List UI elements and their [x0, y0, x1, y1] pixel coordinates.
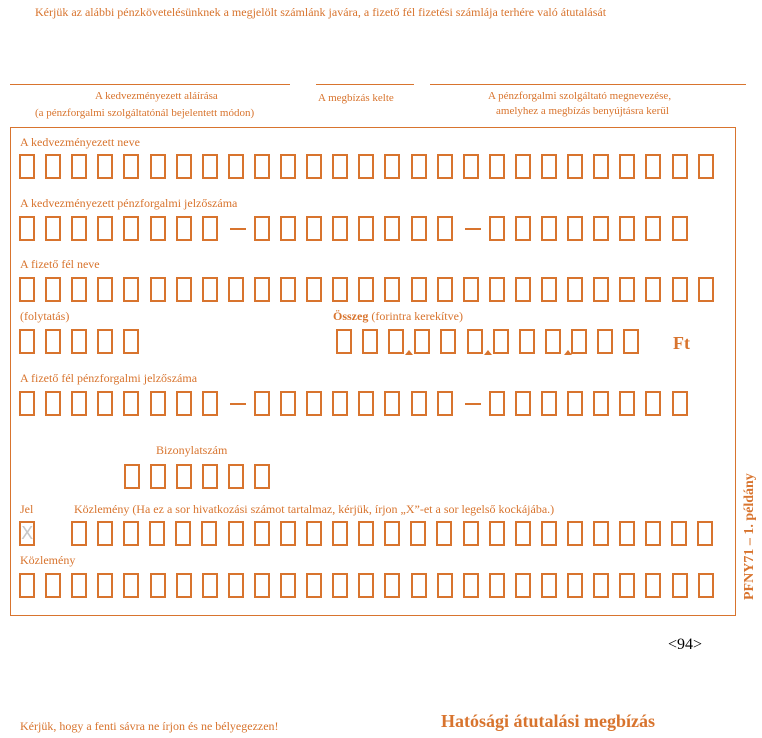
payer-account-box[interactable] [45, 391, 61, 416]
remittance-box[interactable] [201, 521, 217, 546]
payer-account-label: A fizető fél pénzforgalmi jelzőszáma [20, 371, 198, 385]
beneficiary-account-box[interactable] [645, 216, 661, 241]
beneficiary-account-box[interactable] [567, 216, 583, 241]
remittance-label-2: Közlemény [20, 553, 76, 567]
document-number-box[interactable] [150, 464, 166, 489]
beneficiary-name-box[interactable] [645, 154, 661, 179]
beneficiary-name-box[interactable] [228, 154, 244, 179]
remittance-2-box[interactable] [150, 573, 166, 598]
remittance-2-box[interactable] [463, 573, 479, 598]
remittance-2-box[interactable] [228, 573, 244, 598]
beneficiary-name-box[interactable] [698, 154, 714, 179]
remittance-2-box[interactable] [567, 573, 583, 598]
beneficiary-name-box[interactable] [176, 154, 192, 179]
beneficiary-name-box[interactable] [515, 154, 531, 179]
payer-account-box[interactable] [19, 391, 35, 416]
payer-name-box[interactable] [228, 277, 244, 302]
beneficiary-account-box[interactable] [437, 216, 453, 241]
beneficiary-account-box[interactable] [411, 216, 427, 241]
remittance-2-box[interactable] [306, 573, 322, 598]
signature-line [10, 84, 290, 85]
beneficiary-name-box[interactable] [280, 154, 296, 179]
beneficiary-account-label: A kedvezményezett pénzforgalmi jelzőszáma [20, 196, 238, 210]
beneficiary-account-separator [465, 228, 481, 230]
provider-label: A pénzforgalmi szolgáltató megnevezése, [488, 90, 672, 102]
continuation-label: (folytatás) [20, 309, 70, 323]
remittance-2-box[interactable] [593, 573, 609, 598]
signature-label: A kedvezményezett aláírása [95, 90, 218, 102]
payer-account-box[interactable] [306, 391, 322, 416]
beneficiary-account-box[interactable] [254, 216, 270, 241]
document-number-label: Bizonylatszám [156, 443, 228, 457]
beneficiary-name-label: A kedvezményezett neve [20, 135, 140, 149]
payer-account-box[interactable] [71, 391, 87, 416]
payer-name-continuation-box[interactable] [97, 329, 113, 354]
payer-name-box[interactable] [619, 277, 635, 302]
beneficiary-name-box[interactable] [489, 154, 505, 179]
form-title: Hatósági átutalási megbízás [441, 711, 655, 731]
reference-mark-box[interactable]: X [21, 523, 34, 544]
payer-name-box[interactable] [71, 277, 87, 302]
payer-name-box[interactable] [411, 277, 427, 302]
beneficiary-account-box[interactable] [619, 216, 635, 241]
payer-name-box[interactable] [515, 277, 531, 302]
remittance-box[interactable] [358, 521, 374, 546]
payer-account-box[interactable] [123, 391, 139, 416]
beneficiary-name-box[interactable] [19, 154, 35, 179]
beneficiary-account-box[interactable] [515, 216, 531, 241]
amount-box[interactable] [571, 329, 587, 354]
beneficiary-account-box[interactable] [541, 216, 557, 241]
beneficiary-account-box[interactable] [489, 216, 505, 241]
footer-notice: Kérjük, hogy a fenti sávra ne írjon és ne bélyegezzen! [20, 719, 279, 733]
remittance-2-box[interactable] [202, 573, 218, 598]
signature-sublabel: (a pénzforgalmi szolgáltatónál bejelentett módon) [35, 107, 255, 119]
amount-box[interactable] [336, 329, 352, 354]
remittance-box[interactable] [332, 521, 348, 546]
beneficiary-name-box[interactable] [123, 154, 139, 179]
payer-account-box[interactable] [176, 391, 192, 416]
remittance-box[interactable] [463, 521, 479, 546]
document-number-box[interactable] [254, 464, 270, 489]
beneficiary-account-box[interactable] [202, 216, 218, 241]
payer-name-box[interactable] [463, 277, 479, 302]
beneficiary-name-box[interactable] [411, 154, 427, 179]
remittance-box[interactable] [671, 521, 687, 546]
remittance-2-box[interactable] [515, 573, 531, 598]
amount-box[interactable] [519, 329, 535, 354]
payer-account-box[interactable] [645, 391, 661, 416]
remittance-2-box[interactable] [645, 573, 661, 598]
beneficiary-name-box[interactable] [97, 154, 113, 179]
beneficiary-name-box[interactable] [619, 154, 635, 179]
payer-name-box[interactable] [45, 277, 61, 302]
payer-name-box[interactable] [280, 277, 296, 302]
amount-box[interactable] [623, 329, 639, 354]
beneficiary-account-box[interactable] [123, 216, 139, 241]
payer-name-box[interactable] [593, 277, 609, 302]
beneficiary-name-box[interactable] [45, 154, 61, 179]
payer-account-box[interactable] [489, 391, 505, 416]
payer-account-box[interactable] [254, 391, 270, 416]
remittance-box[interactable] [489, 521, 505, 546]
remittance-box[interactable] [697, 521, 713, 546]
form-code-label: PFNY71 – 1. példány [742, 473, 757, 600]
payer-name-box[interactable] [332, 277, 348, 302]
beneficiary-name-box[interactable] [593, 154, 609, 179]
document-number-box[interactable] [228, 464, 244, 489]
amount-box[interactable] [597, 329, 613, 354]
amount-label [333, 310, 463, 322]
beneficiary-account-box[interactable] [332, 216, 348, 241]
payer-account-separator [465, 403, 481, 405]
remittance-2-box[interactable] [358, 573, 374, 598]
payer-name-continuation-box[interactable] [45, 329, 61, 354]
payer-name-box[interactable] [19, 277, 35, 302]
amount-separator-mark [484, 350, 492, 355]
payer-name-continuation-box[interactable] [71, 329, 87, 354]
beneficiary-name-box[interactable] [541, 154, 557, 179]
remittance-2-box[interactable] [19, 573, 35, 598]
remittance-2-box[interactable] [384, 573, 400, 598]
remittance-box[interactable] [645, 521, 661, 546]
document-number-box[interactable] [176, 464, 192, 489]
payer-name-continuation-box[interactable] [19, 329, 35, 354]
payer-name-continuation-box[interactable] [123, 329, 139, 354]
beneficiary-account-box[interactable] [358, 216, 374, 241]
payer-account-box[interactable] [150, 391, 166, 416]
date-line [316, 84, 414, 85]
payer-account-box[interactable] [541, 391, 557, 416]
beneficiary-name-box[interactable] [332, 154, 348, 179]
remittance-box[interactable] [71, 521, 87, 546]
instruction-text: Kérjük az alábbi pénzkövetelésünknek a megjelölt számlánk javára, a fizető fél fizetési számlája terhére való átutalását [35, 5, 607, 19]
remittance-2-box[interactable] [280, 573, 296, 598]
payer-account-box[interactable] [358, 391, 374, 416]
payer-name-box[interactable] [150, 277, 166, 302]
payer-account-box[interactable] [202, 391, 218, 416]
beneficiary-account-box[interactable] [150, 216, 166, 241]
remittance-2-box[interactable] [437, 573, 453, 598]
amount-box[interactable] [388, 329, 404, 354]
remittance-2-box[interactable] [45, 573, 61, 598]
remittance-box[interactable] [97, 521, 113, 546]
remittance-box[interactable] [280, 521, 296, 546]
remittance-2-box[interactable] [411, 573, 427, 598]
beneficiary-account-box[interactable] [19, 216, 35, 241]
beneficiary-account-box[interactable] [45, 216, 61, 241]
payer-name-box[interactable] [202, 277, 218, 302]
beneficiary-name-box[interactable] [463, 154, 479, 179]
document-number-box[interactable] [202, 464, 218, 489]
payer-name-box[interactable] [123, 277, 139, 302]
remittance-box[interactable] [541, 521, 557, 546]
remittance-box[interactable] [254, 521, 270, 546]
beneficiary-name-box[interactable] [150, 154, 166, 179]
amount-box[interactable] [440, 329, 456, 354]
amount-hint: (forintra kerekítve) [368, 309, 463, 323]
payer-account-box[interactable] [384, 391, 400, 416]
payer-name-box[interactable] [254, 277, 270, 302]
amount-box[interactable] [467, 329, 483, 354]
beneficiary-name-box[interactable] [384, 154, 400, 179]
payer-account-box[interactable] [619, 391, 635, 416]
remittance-box[interactable] [384, 521, 400, 546]
payer-account-box[interactable] [332, 391, 348, 416]
payer-account-box[interactable] [437, 391, 453, 416]
beneficiary-account-box[interactable] [672, 216, 688, 241]
mark-label: Jel [20, 502, 34, 516]
payer-name-box[interactable] [672, 277, 688, 302]
amount-separator-mark [405, 350, 413, 355]
beneficiary-name-box[interactable] [202, 154, 218, 179]
remittance-2-box[interactable] [71, 573, 87, 598]
beneficiary-account-box[interactable] [71, 216, 87, 241]
payer-name-box[interactable] [698, 277, 714, 302]
payer-name-box[interactable] [384, 277, 400, 302]
remittance-box[interactable] [175, 521, 191, 546]
remittance-2-box[interactable] [619, 573, 635, 598]
remittance-2-box[interactable] [123, 573, 139, 598]
beneficiary-name-box[interactable] [672, 154, 688, 179]
amount-box[interactable] [545, 329, 561, 354]
beneficiary-name-box[interactable] [437, 154, 453, 179]
provider-sublabel: amelyhez a megbízás benyújtásra kerül [496, 105, 669, 117]
page-number: <94> [668, 636, 703, 653]
remittance-2-box[interactable] [489, 573, 505, 598]
remittance-2-box[interactable] [332, 573, 348, 598]
provider-line [430, 84, 746, 85]
amount-label-strong: Összeg [333, 309, 369, 323]
remittance-box[interactable] [515, 521, 531, 546]
payer-account-box[interactable] [567, 391, 583, 416]
remittance-2-box[interactable] [672, 573, 688, 598]
remittance-box[interactable] [149, 521, 165, 546]
beneficiary-account-box[interactable] [384, 216, 400, 241]
remittance-2-box[interactable] [698, 573, 714, 598]
payer-account-box[interactable] [515, 391, 531, 416]
amount-box[interactable] [414, 329, 430, 354]
payer-account-box[interactable] [280, 391, 296, 416]
amount-box[interactable] [362, 329, 378, 354]
beneficiary-account-box[interactable] [593, 216, 609, 241]
beneficiary-name-box[interactable] [306, 154, 322, 179]
remittance-label: Közlemény (Ha ez a sor hivatkozási számot tartalmaz, kérjük, írjon „X”-et a sor legelső kockájába.) [74, 502, 555, 516]
remittance-box[interactable] [567, 521, 583, 546]
payer-name-box[interactable] [437, 277, 453, 302]
beneficiary-name-box[interactable] [358, 154, 374, 179]
beneficiary-name-box[interactable] [71, 154, 87, 179]
beneficiary-account-box[interactable] [306, 216, 322, 241]
currency-label: Ft [673, 333, 690, 353]
payer-name-box[interactable] [97, 277, 113, 302]
order-date-label: A megbízás kelte [318, 92, 394, 104]
remittance-box[interactable] [410, 521, 426, 546]
amount-box[interactable] [493, 329, 509, 354]
remittance-2-box[interactable] [97, 573, 113, 598]
payer-account-separator [230, 403, 246, 405]
payer-account-box[interactable] [411, 391, 427, 416]
remittance-2-box[interactable] [541, 573, 557, 598]
payer-name-box[interactable] [358, 277, 374, 302]
remittance-box[interactable] [123, 521, 139, 546]
payer-name-box[interactable] [176, 277, 192, 302]
remittance-box[interactable] [593, 521, 609, 546]
payer-account-box[interactable] [593, 391, 609, 416]
payer-name-label: A fizető fél neve [20, 257, 100, 271]
remittance-2-box[interactable] [254, 573, 270, 598]
beneficiary-name-box[interactable] [254, 154, 270, 179]
payer-account-box[interactable] [97, 391, 113, 416]
beneficiary-name-box[interactable] [567, 154, 583, 179]
payer-name-box[interactable] [567, 277, 583, 302]
beneficiary-account-box[interactable] [176, 216, 192, 241]
payer-name-box[interactable] [489, 277, 505, 302]
remittance-box[interactable] [228, 521, 244, 546]
payer-account-box[interactable] [672, 391, 688, 416]
beneficiary-account-box[interactable] [280, 216, 296, 241]
remittance-box[interactable] [619, 521, 635, 546]
remittance-2-box[interactable] [176, 573, 192, 598]
payer-name-box[interactable] [645, 277, 661, 302]
payer-name-box[interactable] [306, 277, 322, 302]
remittance-box[interactable] [436, 521, 452, 546]
beneficiary-account-separator [230, 228, 246, 230]
payer-name-box[interactable] [541, 277, 557, 302]
beneficiary-account-box[interactable] [97, 216, 113, 241]
remittance-box[interactable] [306, 521, 322, 546]
document-number-box[interactable] [124, 464, 140, 489]
